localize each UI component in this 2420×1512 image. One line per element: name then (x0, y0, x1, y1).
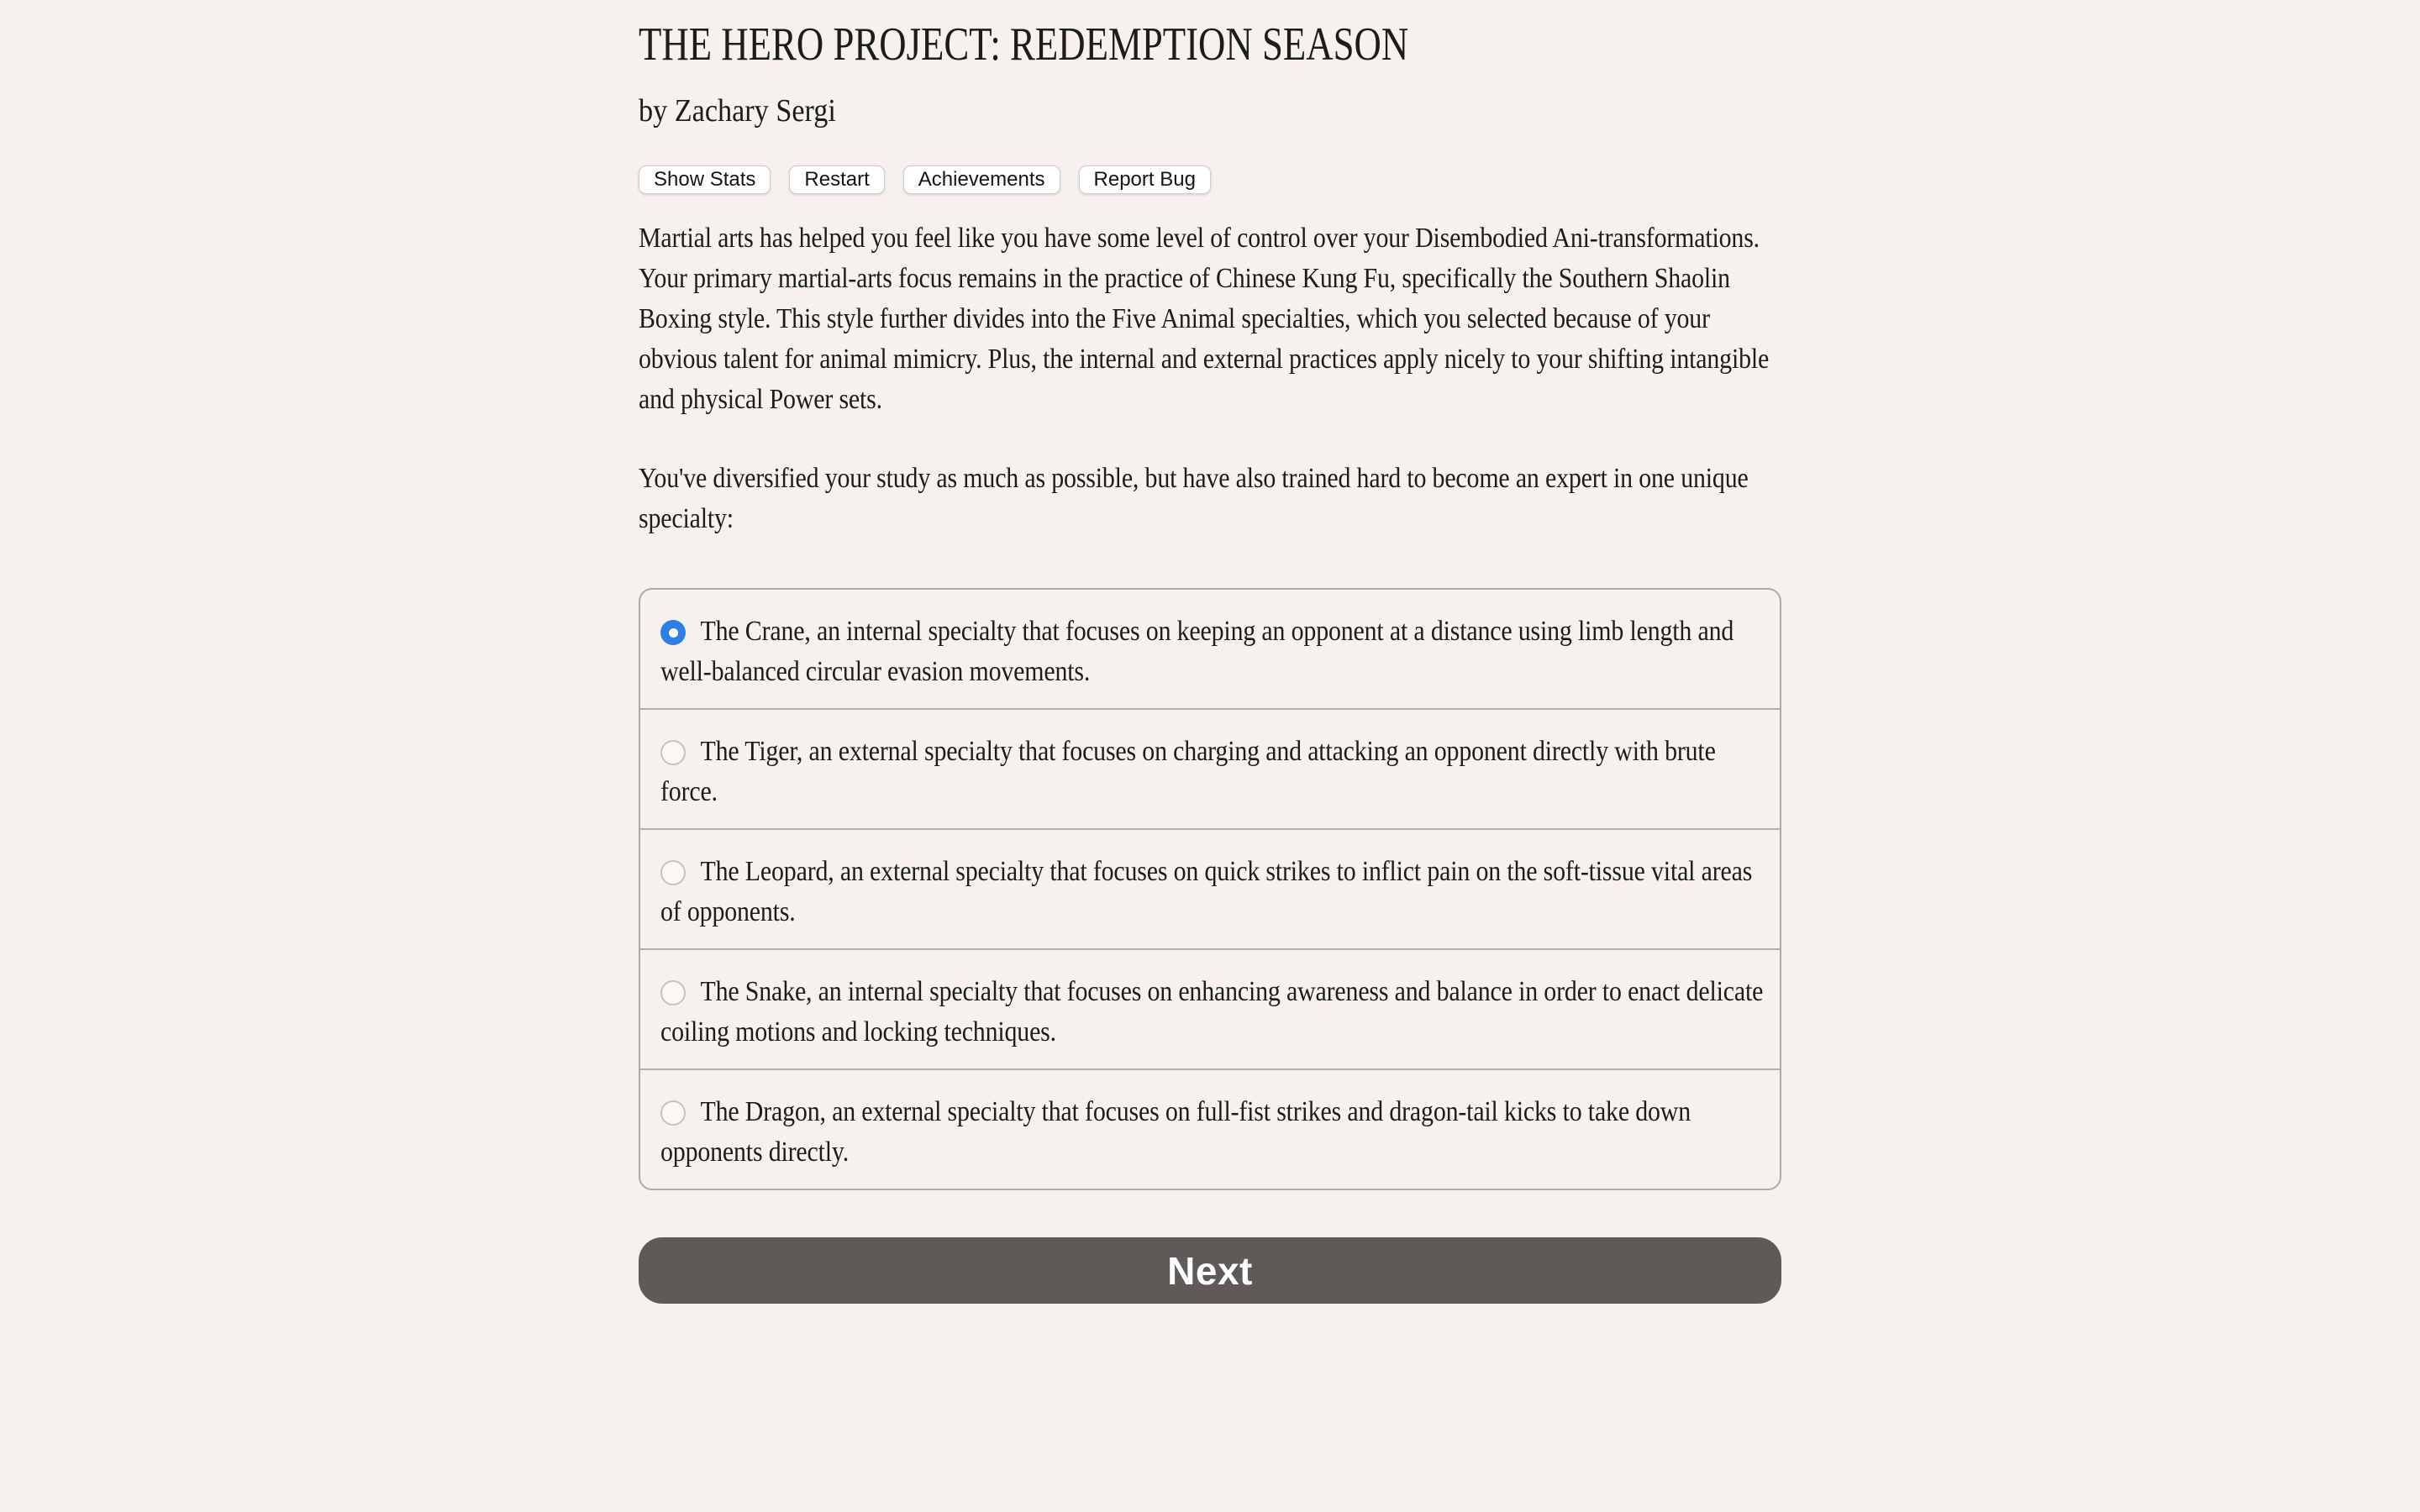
choice-option-label: The Crane, an internal specialty that focuses on keeping an opponent at a distance using limb length and well-balanced circular evasion movements. (660, 616, 1734, 687)
story-paragraph: Martial arts has helped you feel like you have some level of control over your Disembodied Ani-transformations. Your primary martial-arts focus remains in the practice of Chinese Kung Fu, specifically the Southern Shaolin Boxing style. This style further divides into the Five Animal specialties, which you selected because of your obvious talent for animal mimicry. Plus, the internal and external practices apply nicely to your shifting intangible and physical Power sets. (639, 223, 1770, 415)
choice-option-label: The Snake, an internal specialty that focuses on enhancing awareness and balance in order to enact delicate coiling motions and locking techniques. (660, 976, 1764, 1047)
choice-list (639, 588, 1781, 1190)
restart-button[interactable]: Restart (789, 165, 884, 194)
report-bug-button[interactable]: Report Bug (1079, 165, 1211, 194)
choice-option-label: The Leopard, an external specialty that focuses on quick strikes to inflict pain on the soft-tissue vital areas of opponents. (660, 856, 1753, 927)
achievements-button[interactable]: Achievements (903, 165, 1060, 194)
show-stats-button[interactable]: Show Stats (639, 165, 771, 194)
page-title: THE HERO PROJECT: REDEMPTION SEASON (639, 18, 1409, 71)
story-prompt: You've diversified your study as much as possible, but have also trained hard to become an expert in one unique specialty: (639, 463, 1749, 534)
author-byline: by Zachary Sergi (639, 93, 836, 129)
story-page (639, 18, 1781, 1304)
choice-option-dragon[interactable] (640, 1068, 1780, 1189)
choice-option-leopard[interactable] (640, 828, 1780, 948)
toolbar (639, 165, 1781, 194)
choice-option-snake[interactable] (640, 948, 1780, 1068)
choice-option-label: The Dragon, an external specialty that focuses on full-fist strikes and dragon-tail kicks to take down opponents directly. (660, 1096, 1691, 1168)
choice-option-label: The Tiger, an external specialty that focuses on charging and attacking an opponent directly with brute force. (660, 736, 1716, 807)
choice-option-crane[interactable] (640, 590, 1780, 708)
choice-option-tiger[interactable] (640, 708, 1780, 828)
next-button[interactable]: Next (639, 1237, 1781, 1304)
